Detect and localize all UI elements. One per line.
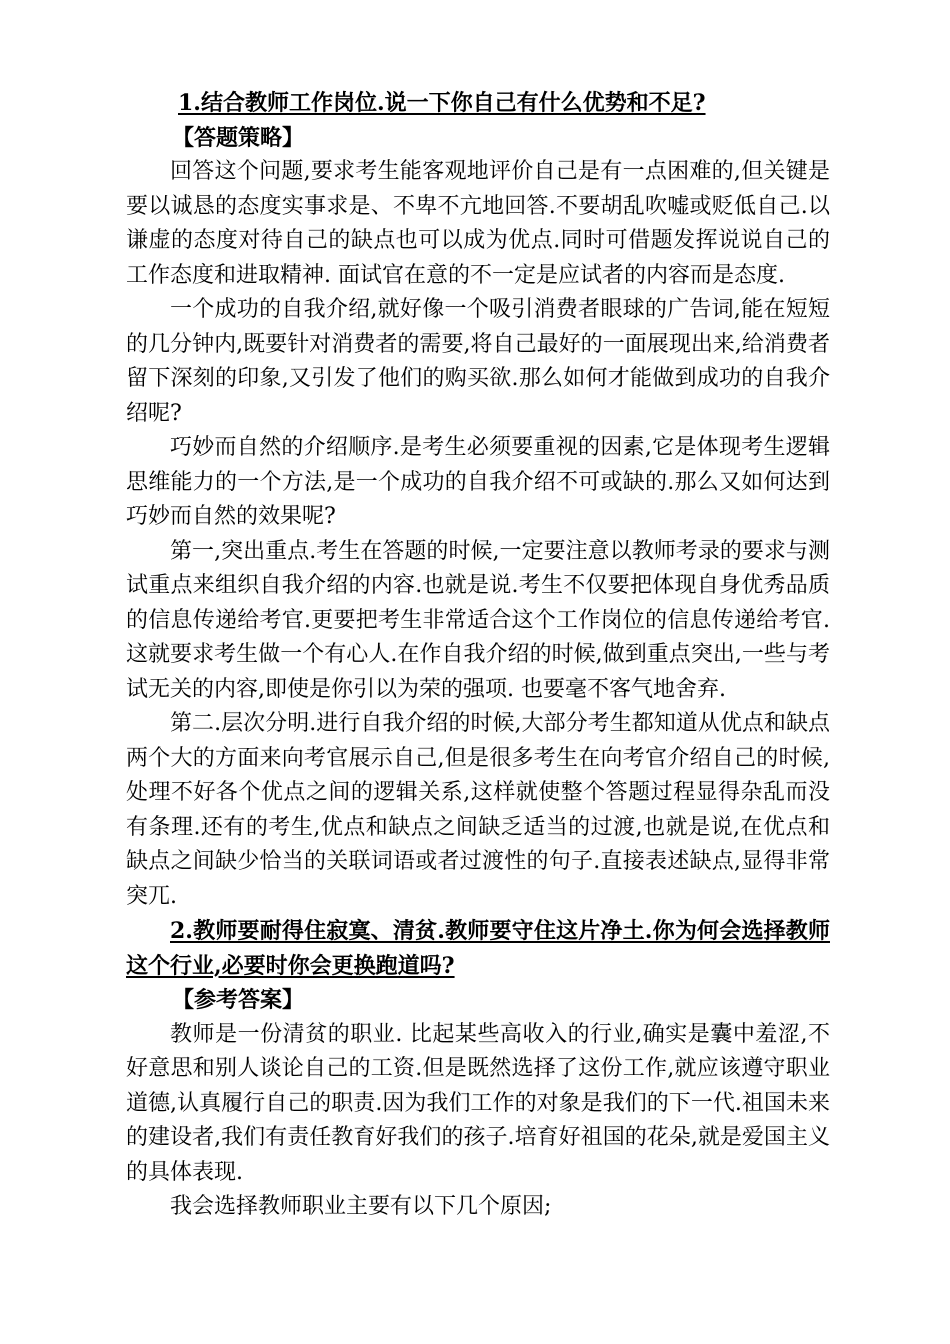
paragraph: 第二.层次分明.进行自我介绍的时候,大部分考生都知道从优点和缺点两个大的方面来向考官展示自己,但是很多考生在向考官介绍自己的时候,处理不好各个优点之间的逻辑关系,这样就使整个答题过程显得杂乱而没有条理.还有的考生,优点和缺点之间缺乏适当的过渡,也就是说,在优点和缺点之间缺少恰当的关联词语或者过渡性的句子.直接表述缺点,显得非常突兀.: [126, 711, 830, 909]
document-page: [126, 86, 830, 1225]
paragraph: 第一,突出重点.考生在答题的时候,一定要注意以教师考录的要求与测试重点来组织自我介绍的内容.也就是说.考生不仅要把体现自身优秀品质的信息传递给考官.更要把考生非常适合这个工作岗位的信息传递给考官.这就要求考生做一个有心人.在作自我介绍的时候,做到重点突出,一些与考试无关的内容,即使是你引以为荣的强项. 也要毫不客气地舍弃.: [126, 538, 830, 702]
paragraph: 我会选择教师职业主要有以下几个原因;: [170, 1194, 552, 1219]
paragraph: 回答这个问题,要求考生能客观地评价自己是有一点困难的,但关键是要以诚恳的态度实事求是、不卑不亢地回答.不要胡乱吹嘘或贬低自己.以谦虚的态度对待自己的缺点也可以成为优点.同时可借题发挥说说自己的工作态度和进取精神. 面试官在意的不一定是应试者的内容而是态度.: [126, 159, 830, 288]
paragraph: 巧妙而自然的介绍顺序.是考生必须要重视的因素,它是体现考生逻辑思维能力的一个方法,是一个成功的自我介绍不可或缺的.那么又如何达到巧妙而自然的效果呢?: [126, 435, 830, 529]
question-1-title: 1.结合教师工作岗位.说一下你自己有什么优势和不足?: [178, 90, 706, 116]
paragraph: 教师是一份清贫的职业. 比起某些高收入的行业,确实是囊中羞涩,不好意思和别人谈论自己的工资.但是既然选择了这份工作,就应该遵守职业道德,认真履行自己的职责.因为我们工作的对象是我们的下一代.祖国未来的建设者,我们有责任教育好我们的孩子.培育好祖国的花朵,就是爱国主义的具体表现.: [126, 1021, 830, 1185]
paragraph: 一个成功的自我介绍,就好像一个吸引消费者眼球的广告词,能在短短的几分钟内,既要针对消费者的需要,将自己最好的一面展现出来,给消费者留下深刻的印象,又引发了他们的购买欲.那么如何才能做到成功的自我介绍呢?: [126, 297, 830, 426]
answer-label: 【参考答案】: [172, 987, 305, 1013]
strategy-label: 【答题策略】: [172, 124, 305, 151]
question-2-title: 2.教师要耐得住寂寞、清贫.教师要守住这片净土.你为何会选择教师这个行业,必要时你会更换跑道吗?: [126, 918, 830, 979]
